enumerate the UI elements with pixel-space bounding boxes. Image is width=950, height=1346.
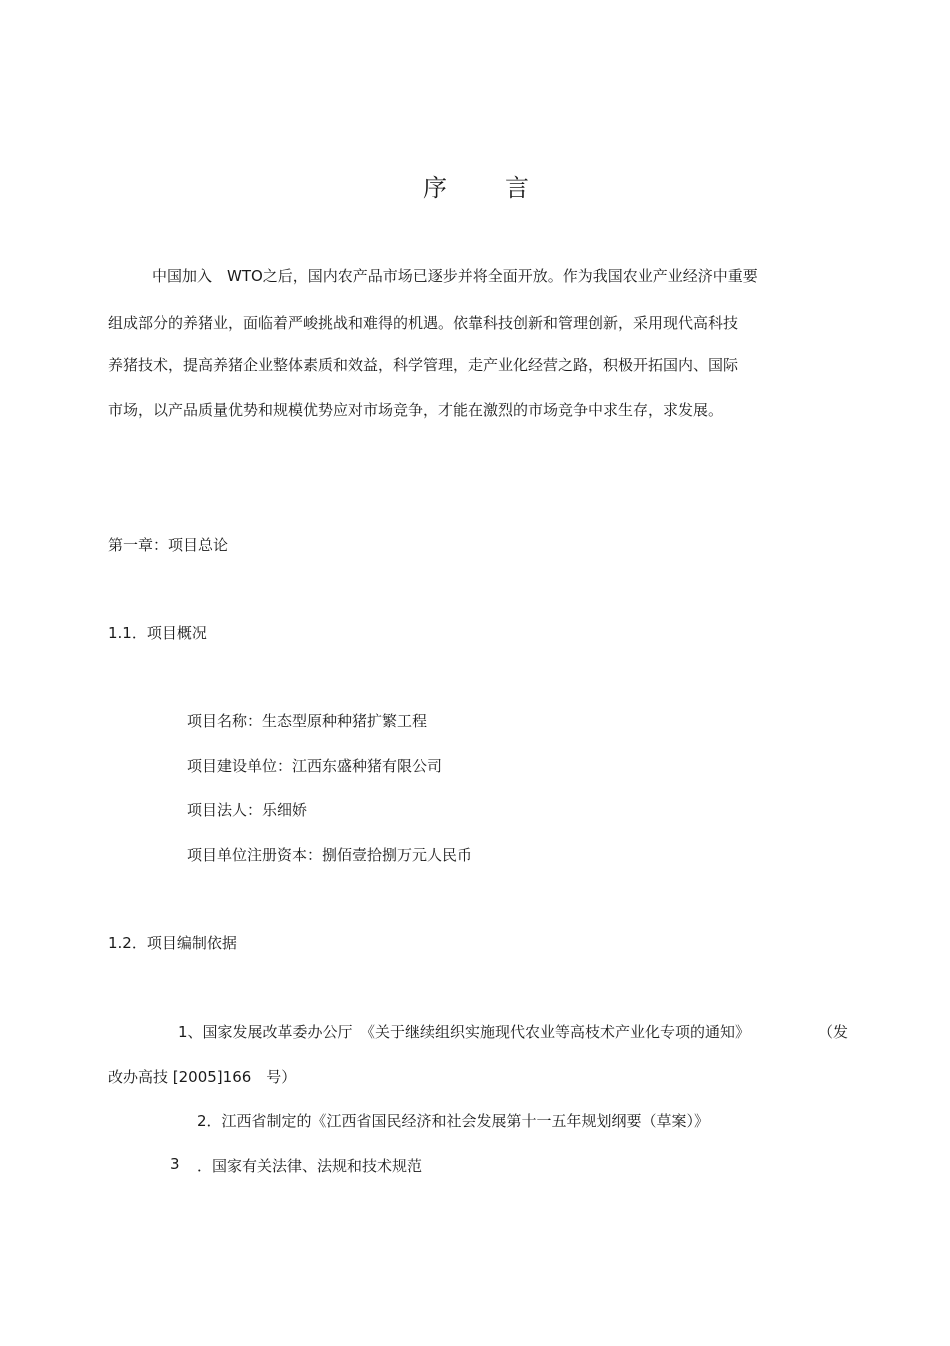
preface-line: 中国加入 WTO之后，国内农产品市场已逐步并将全面开放。作为我国农业产业经济中重要 [152, 267, 758, 285]
chapter-heading: 第一章：项目总论 [108, 536, 229, 554]
basis-item-1-line2: 改办高技 [2005]166 号） [108, 1068, 297, 1086]
preface-line: 组成部分的养猪业，面临着严峻挑战和难得的机遇。依靠科技创新和管理创新，采用现代高科技 [108, 314, 739, 332]
basis-item-2: 2．江西省制定的《江西省国民经济和社会发展第十一五年规划纲要（草案）》 [197, 1112, 710, 1130]
project-info-item: 项目单位注册资本：捌佰壹拾捌万元人民币 [187, 846, 473, 864]
project-info-item: 项目名称：生态型原种种猪扩繁工程 [187, 712, 428, 730]
project-info-item: 项目建设单位：江西东盛种猪有限公司 [187, 757, 443, 775]
section-heading-1-2: 1.2．项目编制依据 [108, 934, 237, 952]
basis-item-1: 1、国家发展改革委办公厅 《关于继续组织实施现代农业等高枝术产业化专项的通知》 [178, 1023, 751, 1041]
basis-item-1-continued: （发 [818, 1023, 849, 1041]
title-char-1: 序 [423, 174, 447, 202]
preface-line: 养猪技术，提高养猪企业整体素质和效益，科学管理，走产业化经营之路，积极开拓国内、国际 [108, 356, 739, 374]
project-info-item: 项目法人：乐细娇 [187, 801, 308, 819]
basis-item-3-number: 3 [170, 1155, 180, 1173]
title-char-2: 言 [505, 174, 529, 202]
preface-line: 市场，以产品质量优势和规模优势应对市场竞争，才能在激烈的市场竞争中求生存，求发展。 [108, 401, 724, 419]
section-heading-1-1: 1.1．项目概况 [108, 624, 207, 642]
basis-item-3: ．国家有关法律、法规和技术规范 [197, 1157, 423, 1175]
